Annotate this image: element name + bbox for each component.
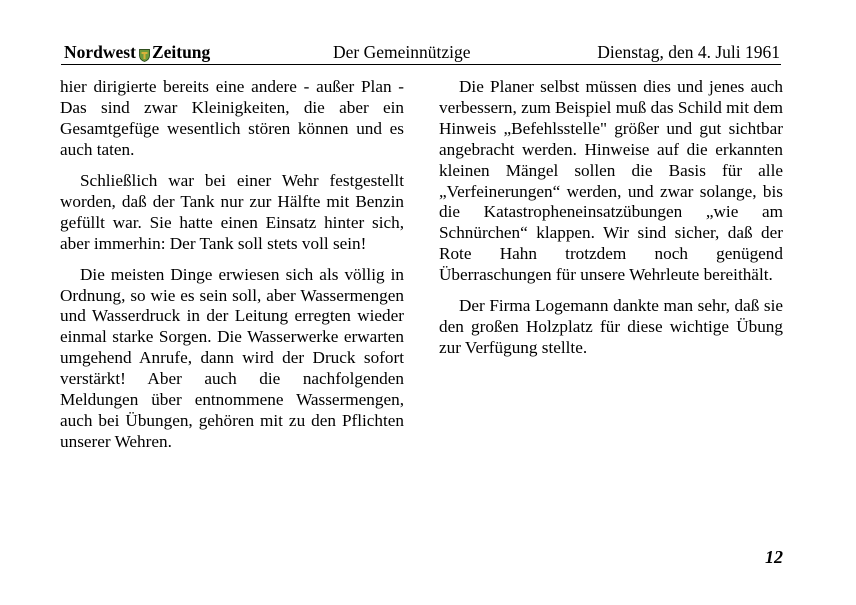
newspaper-masthead: [64, 42, 210, 63]
article-paragraph: Schließlich war bei einer Wehr festgestellt worden, daß der Tank nur zur Hälfte mit Benzin gefüllt war. Sie hatte einen Einsatz hinter sich, aber immerhin: Der Tank soll stets voll sein!: [60, 170, 404, 253]
masthead-word-right: Zeitung: [151, 42, 211, 62]
page-header: [61, 40, 781, 65]
masthead-word-left: Nordwest: [64, 42, 136, 62]
coat-of-arms-icon: [139, 46, 150, 59]
article-column-right: [439, 77, 783, 369]
article-column-left: [60, 77, 404, 463]
page-number: 12: [765, 547, 783, 567]
article-paragraph: Der Firma Logemann dankte man sehr, daß sie den großen Holzplatz für diese wichtige Übung zur Verfügung stellte.: [439, 296, 783, 358]
issue-date: Dienstag, den 4. Juli 1961: [597, 42, 780, 62]
section-title: Der Gemeinnützige: [333, 42, 471, 62]
article-paragraph: Die Planer selbst müssen dies und jenes auch verbessern, zum Beispiel muß das Schild mit dem Hinweis „Befehlsstelle" größer und gut sichtbar angebracht werden. Hinweise auf die erkannten kleinen Mängel sollen die Basis für alle „Verfeinerungen“ werden, und zwar solange, bis die Katastropheneinsatzübungen „wie am Schnürchen“ klappen. Wir sind sicher, daß der Rote Hahn trotzdem noch genügend Überraschungen für unsere Wehrleute bereithält.: [439, 77, 783, 285]
article-paragraph: Die meisten Dinge erwiesen sich als völlig in Ordnung, so wie es sein soll, aber Wassermengen und Wasserdruck in der Leitung erregten wieder einmal starke Sorgen. Die Wasserwerke erwarten umgehend Anrufe, dann wird der Druck sofort verstärkt! Aber auch die nachfolgenden Meldungen über entnommene Wassermengen, auch bei Übungen, gehören mit zu den Pflichten unserer Wehren.: [60, 264, 404, 451]
article-paragraph: hier dirigierte bereits eine andere - außer Plan - Das sind zwar Kleinigkeiten, die aber ein Gesamtgefüge wesentlich stören können und es auch taten.: [60, 77, 404, 159]
